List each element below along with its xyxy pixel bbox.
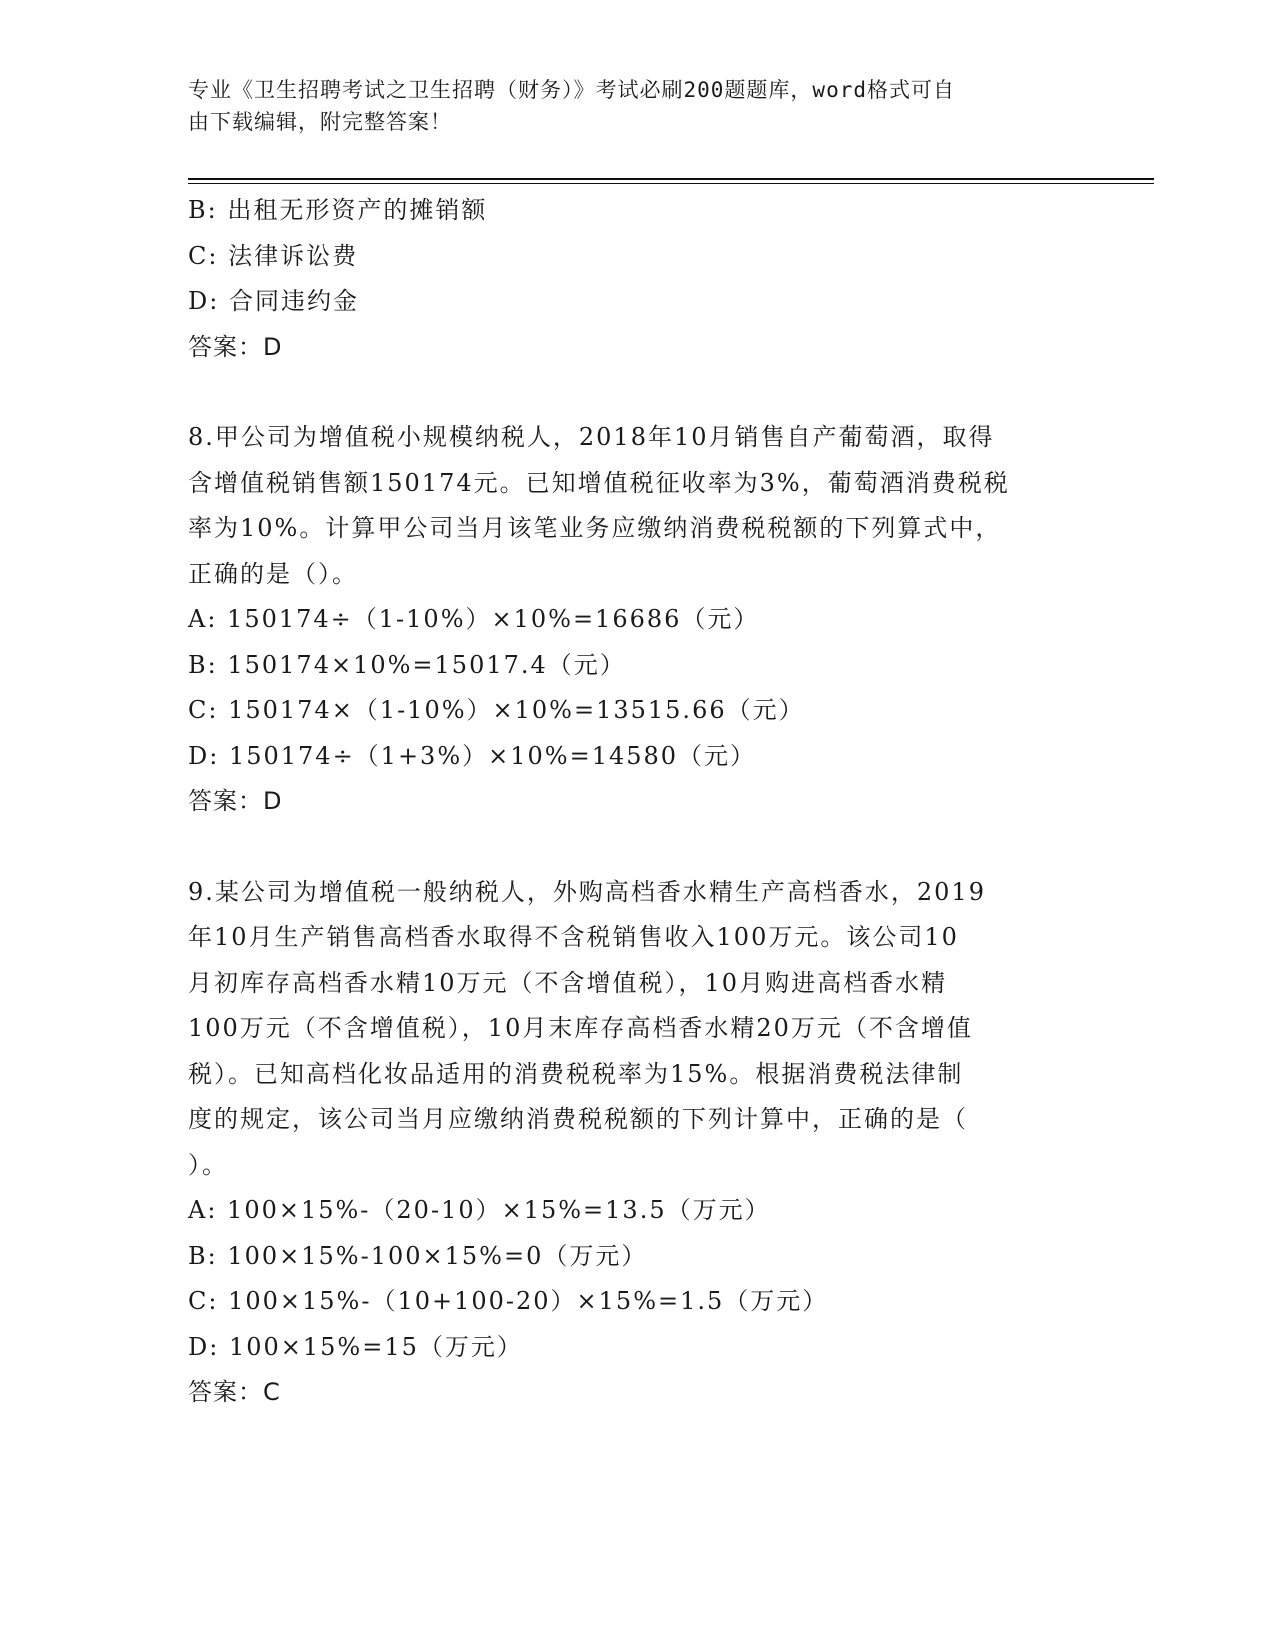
header-divider-thin <box>188 183 1154 184</box>
answer-line: 答案：C <box>188 1378 281 1406</box>
question-text-line: 税）。已知高档化妆品适用的消费税税率为15%。根据消费税法律制 <box>188 1059 964 1088</box>
question-text-line: 8.甲公司为增值税小规模纳税人，2018年10月销售自产葡萄酒，取得 <box>188 423 995 451</box>
question-text-line: ）。 <box>188 1150 228 1179</box>
option-c: C: 100×15%-（10+100-20）×15%=1.5（万元） <box>188 1287 829 1315</box>
option-b: B: 100×15%-100×15%=0（万元） <box>188 1241 648 1270</box>
question-text-line: 率为10%。计算甲公司当月该笔业务应缴纳消费税税额的下列算式中， <box>188 514 1002 542</box>
question-text-line: 度的规定，该公司当月应缴纳消费税税额的下列计算中，正确的是（ <box>188 1105 968 1133</box>
question-9-text <box>188 870 1088 1189</box>
question-text-line: 月初库存高档香水精10万元（不含增值税），10月购进高档香水精 <box>188 968 948 997</box>
question-text-line: 9.某公司为增值税一般纳税人，外购高档香水精生产高档香水，2019 <box>188 877 986 906</box>
answer-line: 答案：D <box>188 787 283 815</box>
document-header <box>188 74 1088 138</box>
question-text-line: 正确的是（）。 <box>188 559 358 588</box>
header-line-1: 专业《卫生招聘考试之卫生招聘（财务）》考试必刷200题题库，word格式可自 <box>188 78 955 102</box>
option-c: C: 法律诉讼费 <box>188 241 359 270</box>
option-b: B: 出租无形资产的摊销额 <box>188 196 488 224</box>
option-d: D: 150174÷（1+3%）×10%=14580（元） <box>188 741 757 770</box>
header-line-2: 由下载编辑，附完整答案！ <box>188 110 452 134</box>
question-9 <box>188 870 1088 1416</box>
option-a: A: 100×15%-（20-10）×15%=13.5（万元） <box>188 1196 771 1224</box>
question-8 <box>188 415 1088 825</box>
header-divider-thick <box>188 178 1154 180</box>
document-body <box>188 188 1088 1416</box>
question-text-line: 年10月生产销售高档香水取得不含税销售收入100万元。该公司10 <box>188 923 959 951</box>
prev-question <box>188 188 1088 370</box>
option-a: A: 150174÷（1-10%）×10%=16686（元） <box>188 605 760 633</box>
option-d: D: 合同违约金 <box>188 287 359 315</box>
option-c: C: 150174×（1-10%）×10%=13515.66（元） <box>188 696 805 724</box>
answer-line: 答案：D <box>188 332 283 361</box>
option-d: D: 100×15%=15（万元） <box>188 1332 523 1361</box>
question-text-line: 含增值税销售额150174元。已知增值税征收率为3%，葡萄酒消费税税 <box>188 468 1010 497</box>
option-b: B: 150174×10%=15017.4（元） <box>188 650 626 679</box>
question-text-line: 100万元（不含增值税），10月末库存高档香水精20万元（不含增值 <box>188 1014 973 1042</box>
question-8-text <box>188 415 1088 597</box>
